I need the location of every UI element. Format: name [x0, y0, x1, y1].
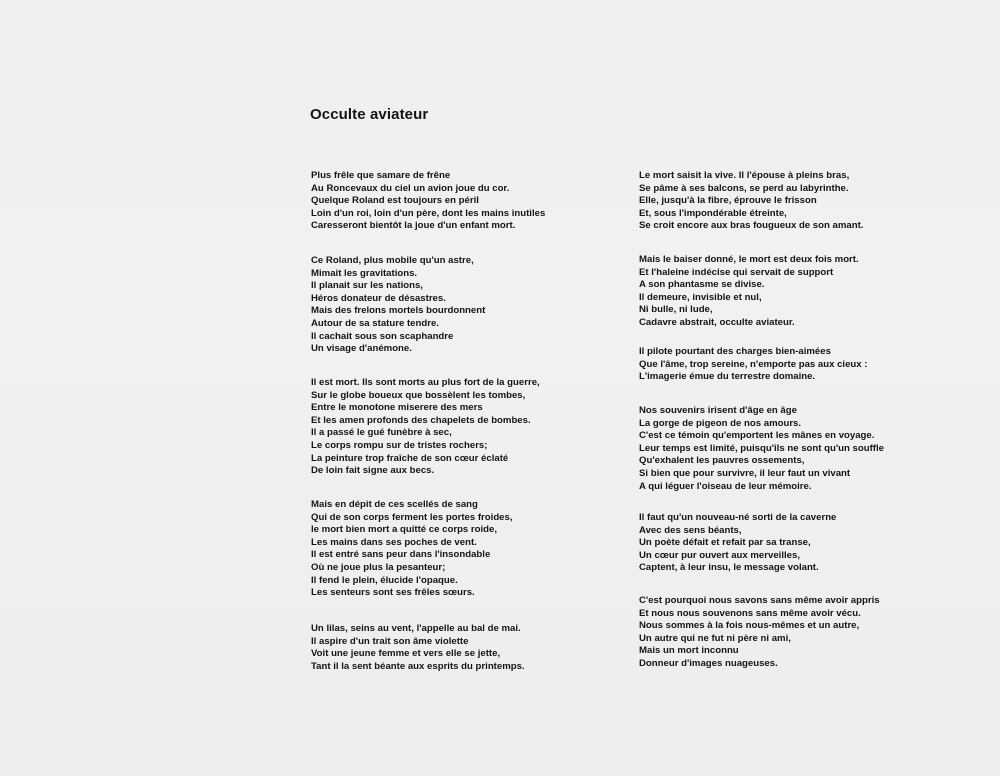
- verse-line: Leur temps est limité, puisqu'ils ne sont qu'un souffle: [639, 442, 884, 454]
- verse-line: Caresseront bientôt la joue d'un enfant mort.: [311, 220, 516, 232]
- verse-line: Les mains dans ses poches de vent.: [311, 536, 477, 548]
- verse-line: Ni bulle, ni lude,: [639, 304, 713, 316]
- verse-line: Où ne joue plus la pesanteur;: [311, 561, 446, 573]
- stanza: [311, 255, 631, 356]
- verse-line: Il a passé le gué funèbre à sec,: [311, 427, 452, 439]
- stanza: [639, 170, 959, 233]
- verse-line: Un cœur pur ouvert aux merveilles,: [639, 549, 801, 561]
- verse-line: Les senteurs sont ses frêles sœurs.: [311, 587, 475, 599]
- verse-line: Héros donateur de désastres.: [311, 292, 446, 304]
- stanza: [311, 499, 631, 600]
- stanza: [639, 512, 959, 575]
- verse-line: L'imagerie émue du terrestre domaine.: [639, 371, 816, 383]
- verse-line: Cadavre abstrait, occulte aviateur.: [639, 316, 795, 328]
- verse-line: Il planait sur les nations,: [311, 280, 423, 292]
- verse-line: Entre le monotone miserere des mers: [311, 402, 483, 414]
- verse-line: Qu'exhalent les pauvres ossements,: [639, 455, 805, 467]
- verse-line: Se pâme à ses balcons, se perd au labyrinthe.: [639, 182, 849, 194]
- verse-line: Quelque Roland est toujours en péril: [311, 195, 479, 207]
- verse-line: Mais en dépit de ces scellés de sang: [311, 499, 478, 510]
- verse-line: Elle, jusqu'à la fibre, éprouve le frisson: [639, 195, 817, 207]
- verse-line: Il pilote pourtant des charges bien-aimées: [639, 346, 831, 357]
- verse-line: Un lilas, seins au vent, l'appelle au bal de mai.: [311, 623, 521, 634]
- verse-line: le mort bien mort a quitté ce corps roide,: [311, 524, 498, 536]
- verse-line: Nos souvenirs irisent d'âge en âge: [639, 405, 797, 416]
- verse-line: Un visage d'anémone.: [311, 343, 412, 355]
- verse-line: Plus frêle que samare de frêne: [311, 170, 451, 181]
- stanza: [639, 595, 959, 671]
- stanza: [639, 254, 959, 330]
- verse-line: Il est mort. Ils sont morts au plus fort de la guerre,: [311, 377, 540, 388]
- verse-line: Et, sous l'impondérable étreinte,: [639, 207, 787, 219]
- verse-line: Il aspire d'un trait son âme violette: [311, 635, 469, 647]
- verse-line: Le mort saisit la vive. Il l'épouse à pleins bras,: [639, 170, 850, 181]
- verse-line: Se croit encore aux bras fougueux de son amant.: [639, 220, 864, 232]
- verse-line: Ce Roland, plus mobile qu'un astre,: [311, 255, 474, 266]
- verse-line: Mais des frelons mortels bourdonnent: [311, 305, 486, 317]
- verse-line: A qui léguer l'oiseau de leur mémoire.: [639, 480, 812, 492]
- stanza: [639, 346, 959, 384]
- verse-line: Un autre qui ne fut ni père ni ami,: [639, 632, 791, 644]
- stanza: [311, 170, 631, 233]
- verse-line: C'est ce témoin qu'emportent les mânes en voyage.: [639, 430, 875, 442]
- verse-line: Autour de sa stature tendre.: [311, 317, 439, 329]
- verse-line: Captent, à leur insu, le message volant.: [639, 562, 819, 574]
- poem-title: Occulte aviateur: [310, 106, 429, 123]
- verse-line: Et l'haleine indécise qui servait de support: [639, 266, 834, 278]
- stanza: [311, 377, 631, 478]
- verse-line: Et nous nous souvenons sans même avoir vécu.: [639, 607, 861, 619]
- verse-line: Loin d'un roi, loin d'un père, dont les mains inutiles: [311, 207, 546, 219]
- verse-line: C'est pourquoi nous savons sans même avoir appris: [639, 595, 880, 606]
- verse-line: La peinture trop fraîche de son cœur éclaté: [311, 452, 509, 464]
- verse-line: A son phantasme se divise.: [639, 279, 765, 291]
- verse-line: Voit une jeune femme et vers elle se jette,: [311, 648, 501, 660]
- verse-line: La gorge de pigeon de nos amours.: [639, 417, 802, 429]
- verse-line: Avec des sens béants,: [639, 524, 742, 536]
- verse-line: Mimait les gravitations.: [311, 267, 418, 279]
- verse-line: Tant il la sent béante aux esprits du printemps.: [311, 660, 525, 672]
- verse-line: Que l'âme, trop sereine, n'emporte pas aux cieux :: [639, 358, 868, 370]
- verse-line: Donneur d'images nuageuses.: [639, 657, 778, 669]
- verse-line: Il fend le plein, élucide l'opaque.: [311, 574, 458, 586]
- verse-line: Qui de son corps ferment les portes froides,: [311, 511, 513, 523]
- verse-line: Et les amen profonds des chapelets de bombes.: [311, 414, 531, 426]
- verse-line: Si bien que pour survivre, il leur faut un vivant: [639, 467, 851, 479]
- verse-line: Il cachait sous son scaphandre: [311, 330, 454, 342]
- verse-line: Sur le globe boueux que bossèlent les tombes,: [311, 389, 526, 401]
- verse-line: Mais le baiser donné, le mort est deux fois mort.: [639, 254, 859, 265]
- verse-line: Il faut qu'un nouveau-né sorti de la caverne: [639, 512, 837, 523]
- stanza: [639, 405, 959, 493]
- verse-line: Un poète défait et refait par sa transe,: [639, 537, 811, 549]
- verse-line: Le corps rompu sur de tristes rochers;: [311, 439, 488, 451]
- verse-line: Mais un mort inconnu: [639, 645, 739, 657]
- verse-line: Au Roncevaux du ciel un avion joue du cor.: [311, 182, 510, 194]
- verse-line: Nous sommes à la fois nous-mêmes et un autre,: [639, 620, 860, 632]
- verse-line: De loin fait signe aux becs.: [311, 465, 435, 477]
- verse-line: Il demeure, invisible et nul,: [639, 291, 762, 303]
- stanza: [311, 623, 631, 673]
- verse-line: Il est entré sans peur dans l'insondable: [311, 549, 491, 561]
